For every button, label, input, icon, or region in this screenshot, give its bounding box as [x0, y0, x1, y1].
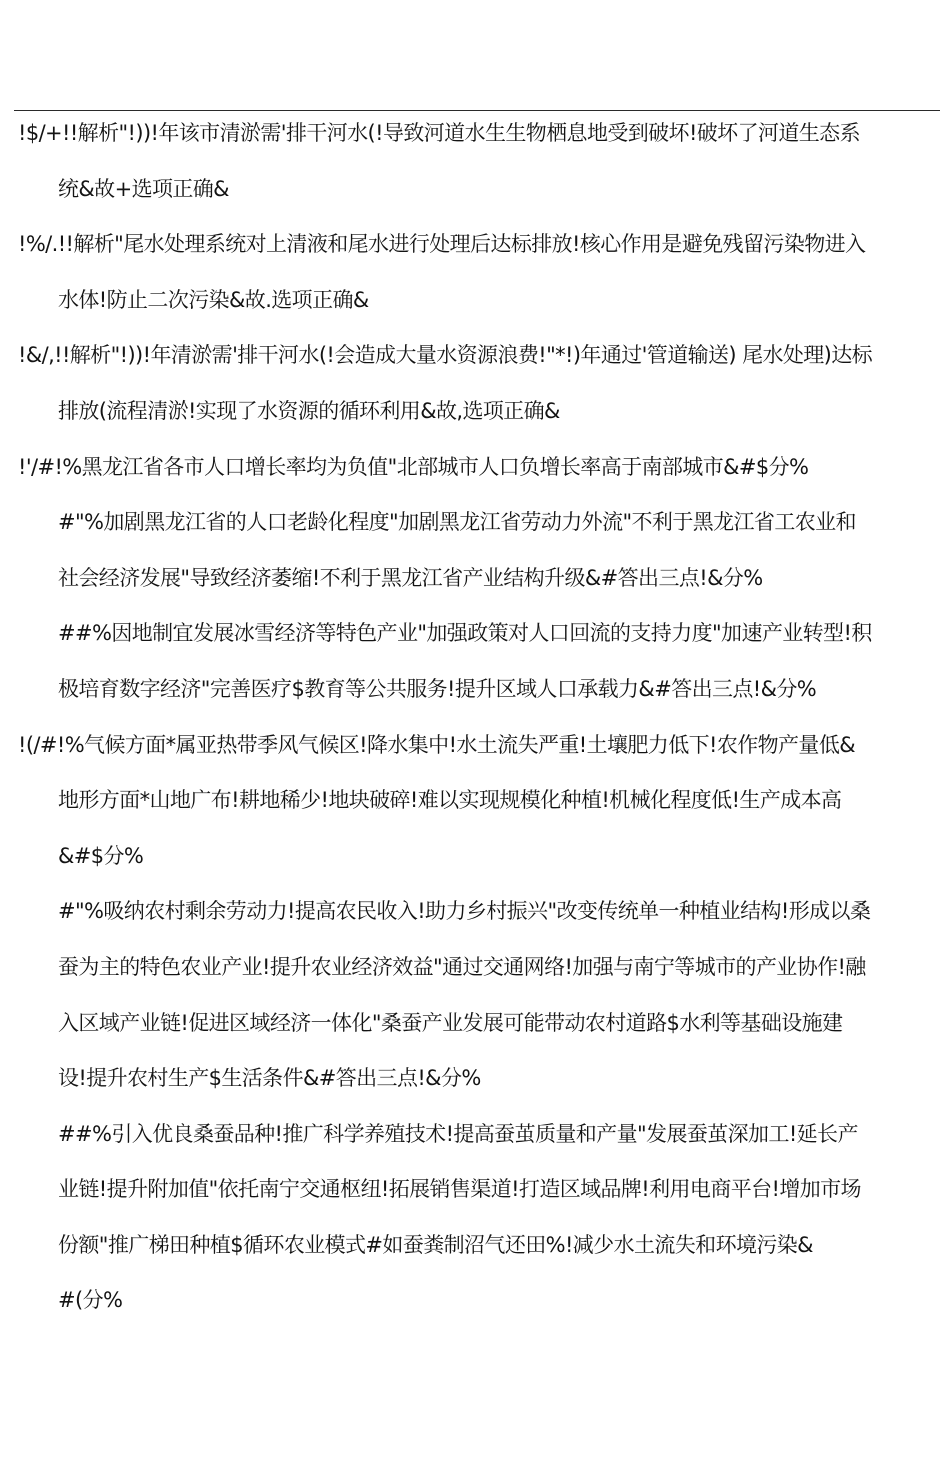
answer-line-continuation: 份额"推广梯田种植$循环农业模式#如蚕粪制沼气还田%!减少水土流失和环境污染&	[58, 1232, 813, 1257]
answer-line-continuation: #"%吸纳农村剩余劳动力!提高农民收入!助力乡村振兴"改变传统单一种植业结构!形成以桑	[58, 899, 871, 924]
answer-line: !%/.!!解析"尾水处理系统对上清液和尾水进行处理后达标排放!核心作用是避免残留污染物进入	[18, 232, 866, 257]
answer-line-continuation: ##%因地制宜发展冰雪经济等特色产业"加强政策对人口回流的支持力度"加速产业转型!积	[58, 621, 872, 646]
header-rule	[14, 110, 940, 111]
answer-line-continuation: 业链!提升附加值"依托南宁交通枢纽!拓展销售渠道!打造区域品牌!利用电商平台!增加市场	[58, 1177, 861, 1202]
answer-line: !'/#!%黑龙江省各市人口增长率均为负值"北部城市人口负增长率高于南部城市&#$分%	[18, 454, 809, 479]
answer-line-continuation: 水体!防止二次污染&故.选项正确&	[58, 287, 369, 312]
answer-line: !&/,!!解析"!))!年清淤需'排干河水(!会造成大量水资源浪费!"*!)年通过'管道输送) 尾水处理)达标	[18, 343, 873, 368]
answer-line-continuation: 社会经济发展"导致经济萎缩!不利于黑龙江省产业结构升级&#答出三点!&分%	[58, 565, 763, 590]
answer-line: !$/+!!解析"!))!年该市清淤需'排干河水(!导致河道水生生物栖息地受到破坏!破坏了河道生态系	[18, 121, 860, 145]
answer-line-continuation: &#$分%	[58, 843, 144, 868]
answer-line-continuation: 极培育数字经济"完善医疗$教育等公共服务!提升区域人口承载力&#答出三点!&分%	[58, 676, 817, 701]
answer-text-body	[0, 113, 950, 1336]
answer-line-continuation: ##%引入优良桑蚕品种!推广科学养殖技术!提高蚕茧质量和产量"发展蚕茧深加工!延长产	[58, 1121, 858, 1146]
answer-line-continuation: 地形方面*山地广布!耕地稀少!地块破碎!难以实现规模化种植!机械化程度低!生产成本高	[58, 788, 842, 813]
answer-line: !(/#!%气候方面*属亚热带季风气候区!降水集中!水土流失严重!土壤肥力低下!农作物产量低&	[18, 732, 856, 757]
answer-line-continuation: 入区域产业链!促进区域经济一体化"桑蚕产业发展可能带动农村道路$水利等基础设施建	[58, 1010, 843, 1035]
answer-line-continuation: 设!提升农村生产$生活条件&#答出三点!&分%	[58, 1066, 481, 1091]
answer-line-continuation: 排放(流程清淤!实现了水资源的循环利用&故,选项正确&	[58, 398, 560, 423]
answer-line-continuation: #"%加剧黑龙江省的人口老龄化程度"加剧黑龙江省劳动力外流"不利于黑龙江省工农业和	[58, 510, 856, 535]
answer-line-continuation: #(分%	[58, 1288, 123, 1313]
answer-line-continuation: 蚕为主的特色农业产业!提升农业经济效益"通过交通网络!加强与南宁等城市的产业协作!融	[58, 954, 866, 979]
answer-line-continuation: 统&故+选项正确&	[58, 176, 229, 201]
